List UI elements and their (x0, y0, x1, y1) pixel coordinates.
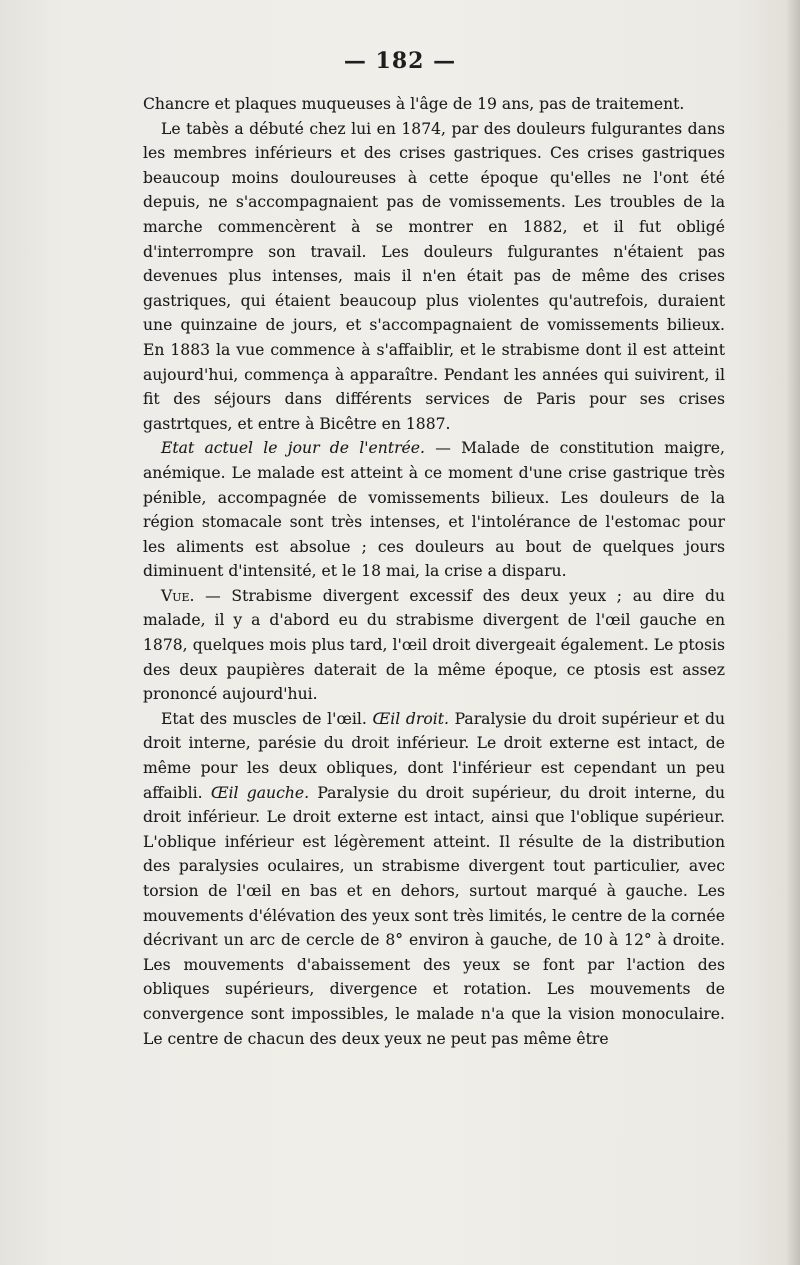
left-eye-label: Œil gauche. (210, 783, 310, 802)
eye-muscles-intro: Etat des muscles de l'œil. (161, 709, 373, 728)
right-eye-label: Œil droit. (372, 709, 449, 728)
body-text (143, 92, 725, 1051)
current-state-text: — Malade de constitution maigre, anémique. Le malade est atteint à ce moment d'une crise gastrique très pénible, accompagnée de vomissements bilieux. Les douleurs de la région stomacale sont très intenses, et l'intolérance de l'estomac pour les aliments est absolue ; ces douleurs au bout de quelques jours diminuent d'intensité, et le 18 mai, la crise a disparu. (143, 439, 725, 581)
paragraph-eye-muscles (143, 707, 725, 1051)
page-number: — 182 — (343, 48, 457, 74)
section-lead-current-state: Etat actuel le jour de l'entrée. (161, 439, 425, 458)
right-eye-text: Paralysie du droit supérieur et du droit interne, parésie du droit inférieur. Le droit externe est intact, de même pour les deux obliques, dont l'inférieur est cependant un peu affaibli. (143, 709, 725, 802)
paragraph-tabes-onset: Le tabès a débuté chez lui en 1874, par des douleurs fulgurantes dans les membres inférieurs et des crises gastriques. Ces crises gastriques beaucoup moins douloureuses à cette époque qu'elles ne l'ont été depuis, ne s'accompagnaient pas de vomissements. Les troubles de la marche commencèrent à se montrer en 1882, et il fut obligé d'interrompre son travail. Les douleurs fulgurantes n'étaient pas devenues plus intenses, mais il n'en était pas de même des crises gastriques, qui étaient beaucoup plus violentes qu'autrefois, duraient une quinzaine de jours, et s'accompagnaient de vomissements bilieux. En 1883 la vue commence à s'affaiblir, et le strabisme dont il est atteint aujourd'hui, commença à apparaître. Pendant les années qui suivirent, il fit des séjours dans différents services de Paris pour ses crises gastrtques, et entre à Bicêtre en 1887. (143, 119, 725, 433)
vision-text: — Strabisme divergent excessif des deux yeux ; au dire du malade, il y a d'abord eu du strabisme divergent de l'œil gauche en 1878, quelques mois plus tard, l'œil droit divergeait également. Le ptosis des deux paupières daterait de la même époque, ce ptosis est assez prononcé aujourd'hui. (143, 586, 725, 704)
section-lead-vision: Vue. (161, 586, 195, 605)
paragraph-vision (143, 584, 725, 707)
paragraph-history: Chancre et plaques muqueuses à l'âge de 19 ans, pas de traitement. (143, 95, 685, 113)
left-eye-text: Paralysie du droit supérieur, du droit interne, du droit inférieur. Le droit externe est intact, ainsi que l'oblique supérieur. L'oblique inférieur est légèrement atteint. Il résulte de la distribution des paralysies oculaires, un strabisme divergent tout particulier, avec torsion de l'œil en bas et en dehors, surtout marqué à gauche. Les mouvements d'élévation des yeux sont très limités, le centre de la cornée décrivant un arc de cercle de 8° environ à gauche, de 10 à 12° à droite. Les mouvements d'abaissement des yeux se font par l'action des obliques supérieurs, divergence et rotation. Les mouvements de convergence sont impossibles, le malade n'a que la vision monoculaire. Le centre de chacun des deux yeux ne peut pas même être (143, 783, 726, 1048)
paragraph-current-state (143, 436, 725, 584)
